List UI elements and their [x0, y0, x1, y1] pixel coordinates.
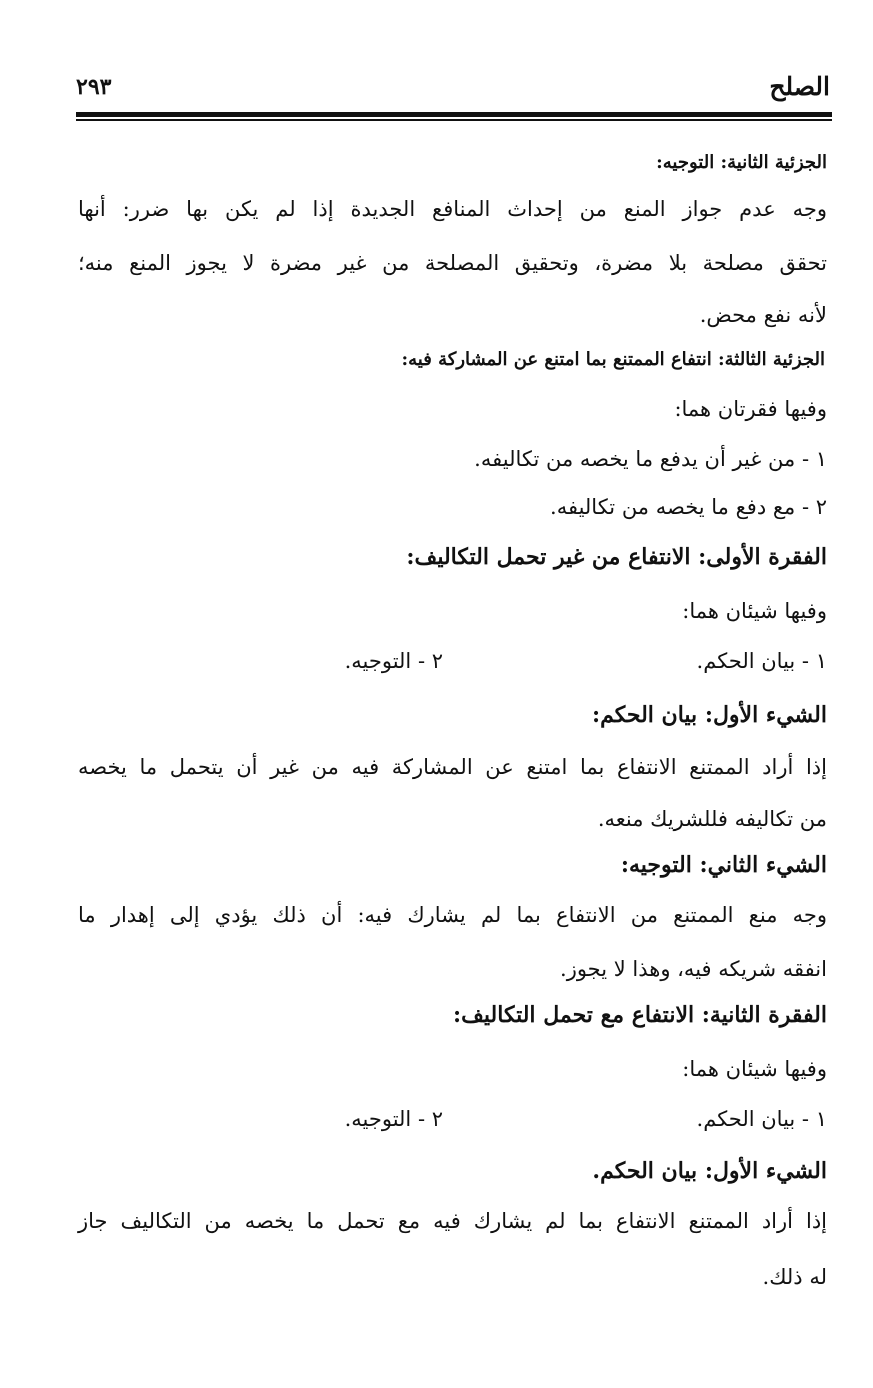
paragraph-line: وجه عدم جواز المنع من إحداث المنافع الجديدة إذا لم يكن بها ضرر: أنها [78, 197, 827, 221]
page-number: ٢٩٣ [76, 74, 112, 100]
header-rule-thin [76, 119, 832, 121]
paragraph-line: وجه منع الممتنع من الانتفاع بما لم يشارك فيه: أن ذلك يؤدي إلى إهدار ما [78, 903, 827, 927]
paragraph-line: وفيها شيئان هما: [682, 1057, 827, 1081]
chapter-title: الصلح [769, 72, 830, 101]
paragraph-line: تحقق مصلحة بلا مضرة، وتحقيق المصلحة من غير مضرة لا يجوز المنع منه؛ [78, 251, 827, 275]
header-rule-thick [76, 112, 832, 117]
paragraph-heading: الفقرة الأولى: الانتفاع من غير تحمل التكاليف: [406, 544, 827, 570]
paragraph-line: إذا أراد الممتنع الانتفاع بما امتنع عن المشاركة فيه من غير أن يتحمل ما يخصه [78, 755, 827, 779]
paragraph-line: من تكاليفه فللشريك منعه. [597, 807, 827, 831]
paragraph-line: لأنه نفع محض. [699, 303, 827, 327]
paragraph-heading: الفقرة الثانية: الانتفاع مع تحمل التكاليف: [453, 1002, 827, 1028]
list-item: ٢ - مع دفع ما يخصه من تكاليفه. [550, 495, 827, 519]
item-heading: الشيء الثاني: التوجيه: [620, 852, 827, 878]
list-item: ١ - بيان الحكم. [696, 1107, 827, 1131]
subsection-heading: الجزئية الثانية: التوجيه: [656, 152, 827, 173]
running-header [76, 72, 830, 108]
item-heading: الشيء الأول: بيان الحكم. [592, 1158, 827, 1184]
item-heading: الشيء الأول: بيان الحكم: [591, 702, 827, 728]
list-item: ١ - من غير أن يدفع ما يخصه من تكاليفه. [474, 447, 827, 471]
subsection-heading: الجزئية الثالثة: انتفاع الممتنع بما امتنع عن المشاركة فيه: [401, 349, 825, 370]
list-item: ١ - بيان الحكم. [696, 649, 827, 673]
paragraph-line: وفيها شيئان هما: [682, 599, 827, 623]
list-item: ٢ - التوجيه. [344, 1107, 443, 1131]
paragraph-line: إذا أراد الممتنع الانتفاع بما لم يشارك فيه مع تحمل ما يخصه من التكاليف جاز [78, 1209, 827, 1233]
paragraph-line: وفيها فقرتان هما: [674, 397, 827, 421]
paragraph-line: له ذلك. [762, 1265, 827, 1289]
paragraph-line: انفقه شريكه فيه، وهذا لا يجوز. [560, 957, 827, 981]
list-item: ٢ - التوجيه. [344, 649, 443, 673]
